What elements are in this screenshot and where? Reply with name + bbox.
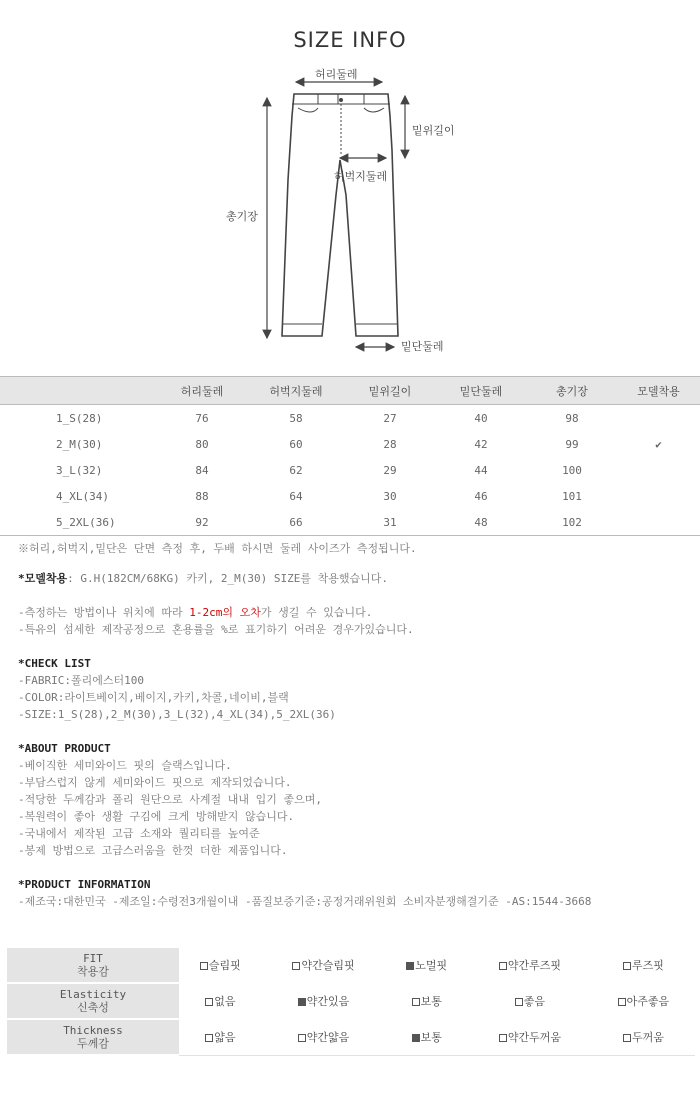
checkmark-icon: ✔ [655, 437, 662, 451]
rise-cell: 31 [345, 509, 435, 536]
thickness-option: 얇음 [179, 1019, 262, 1055]
checkbox-icon [499, 962, 507, 970]
table-row [0, 509, 700, 536]
fit-table [7, 946, 695, 1056]
model-note [18, 570, 688, 587]
checkbox-icon [499, 1034, 507, 1042]
waist-cell: 80 [195, 437, 209, 451]
checklist-fabric: -FABRIC:폴리에스터100 [18, 674, 144, 687]
length-cell: 100 [562, 463, 582, 477]
hem-cell: 48 [435, 509, 527, 536]
error-note-pre: -측정하는 방법이나 위치에 따라 [18, 606, 190, 619]
measure-note: ※허리,허벅지,밑단은 단면 측정 후, 두배 하시면 둘레 사이즈가 측정됩니다. [18, 542, 417, 555]
hem-cell: 44 [474, 463, 488, 477]
waist-cell: 92 [157, 509, 247, 536]
size-table [0, 376, 700, 536]
header-thigh: 허벅지둘레 [247, 377, 345, 405]
waist-cell: 76 [195, 411, 209, 425]
waist-cell: 84 [195, 463, 209, 477]
thigh-cell: 60 [289, 437, 303, 451]
thickness-label-en: Thickness [63, 1024, 123, 1037]
checkbox-icon [205, 998, 213, 1006]
fit-label-en: FIT [83, 952, 103, 965]
page-title: SIZE INFO [293, 28, 407, 52]
length-cell: 102 [527, 509, 617, 536]
about-line: -복원력이 좋아 생활 구김에 크게 방해받지 않습니다. [18, 810, 295, 823]
rise-cell: 28 [383, 437, 397, 451]
fit-option: 루즈핏 [592, 947, 695, 983]
table-row [0, 483, 700, 509]
error-note-post: 가 생길 수 있습니다. [260, 606, 373, 619]
model-text: : G.H(182CM/68KG) 카키, 2_M(30) SIZE를 착용했습니다. [67, 572, 388, 585]
model-label: *모델착용 [18, 572, 68, 585]
model-cell [617, 405, 700, 432]
elasticity-option: 없음 [179, 983, 262, 1019]
size-cell: 2_M(30) [56, 437, 103, 451]
header-hem: 밑단둘레 [435, 377, 527, 405]
header-rise: 밑위길이 [345, 377, 435, 405]
product-notes [18, 540, 688, 910]
fit-row [7, 1019, 695, 1055]
elasticity-option: 좋음 [468, 983, 592, 1019]
header-waist: 허리둘레 [157, 377, 247, 405]
thickness-option: 약간얇음 [262, 1019, 386, 1055]
thickness-label-ko: 두께감 [77, 1037, 109, 1050]
hem-cell: 40 [474, 411, 488, 425]
header-length: 총기장 [527, 377, 617, 405]
total-length-label: 총기장 [226, 210, 258, 223]
fit-row-label [7, 947, 179, 983]
size-cell: 4_XL(34) [56, 489, 109, 503]
fit-option: 약간루즈핏 [468, 947, 592, 983]
size-cell: 5_2XL(36) [0, 509, 157, 536]
elasticity-option: 약간있음 [262, 983, 386, 1019]
about-line: -부담스럽지 않게 세미와이드 핏으로 제작되었습니다. [18, 776, 292, 789]
checkbox-icon [292, 962, 300, 970]
table-row [0, 457, 700, 483]
about-line: -봉제 방법으로 고급스러움을 한껏 더한 제품입니다. [18, 844, 288, 857]
thickness-option: 두꺼움 [592, 1019, 695, 1055]
product-info-text: -제조국:대한민국 -제조일:수령전3개월이내 -품질보증기준:공정거래위원회 소비자분쟁해결기준 -AS:1544-3668 [18, 895, 592, 908]
pants-diagram [0, 60, 700, 370]
hem-cell: 46 [474, 489, 488, 503]
thickness-row-label [7, 1019, 179, 1055]
waist-label: 허리둘레 [315, 68, 358, 81]
size-cell: 1_S(28) [56, 411, 103, 425]
checklist-size: -SIZE:1_S(28),2_M(30),3_L(32),4_XL(34),5_2XL(36) [18, 708, 336, 721]
hem-label: 밑단둘레 [401, 340, 444, 353]
checkbox-icon [623, 1034, 631, 1042]
checklist-color: -COLOR:라이트베이지,베이지,카키,차콜,네이비,블랙 [18, 691, 289, 704]
about-line: -베이직한 세미와이드 핏의 슬랙스입니다. [18, 759, 232, 772]
fabric-note: -특유의 섬세한 제작공정으로 혼용률을 %로 표기하기 어려운 경우가있습니다. [18, 623, 414, 636]
checkbox-icon [412, 998, 420, 1006]
thickness-option: 보통 [385, 1019, 468, 1055]
elasticity-option: 보통 [385, 983, 468, 1019]
hem-cell: 42 [474, 437, 488, 451]
checkbox-icon [623, 962, 631, 970]
elasticity-row-label [7, 983, 179, 1019]
fit-label-ko: 착용감 [77, 965, 109, 978]
length-cell: 99 [565, 437, 579, 451]
length-cell: 101 [562, 489, 582, 503]
checkbox-icon [618, 998, 626, 1006]
size-cell: 3_L(32) [56, 463, 103, 477]
fit-row [7, 983, 695, 1019]
table-row [0, 405, 700, 432]
fit-option: 슬림핏 [179, 947, 262, 983]
length-cell: 98 [565, 411, 579, 425]
rise-cell: 27 [383, 411, 397, 425]
checkbox-icon [298, 1034, 306, 1042]
checkbox-icon [515, 998, 523, 1006]
elasticity-label-en: Elasticity [59, 988, 127, 1001]
error-note-highlight: 1-2cm의 오차 [189, 606, 261, 619]
thickness-option: 약간두꺼움 [468, 1019, 592, 1055]
header-model: 모델착용 [617, 377, 700, 405]
checkbox-checked-icon [412, 1034, 420, 1042]
about-line: -적당한 두께감과 폴리 원단으로 사계절 내내 입기 좋으며, [18, 793, 322, 806]
pants-illustration [0, 60, 700, 370]
checkbox-checked-icon [298, 998, 306, 1006]
elasticity-option: 아주좋음 [592, 983, 695, 1019]
error-note [18, 604, 688, 621]
header-size [0, 377, 157, 405]
fit-option: 노멀핏 [385, 947, 468, 983]
waist-cell: 88 [195, 489, 209, 503]
checklist-heading: *CHECK LIST [18, 657, 91, 670]
model-cell [617, 509, 700, 536]
model-cell [617, 483, 700, 509]
rise-label: 밑위길이 [412, 124, 455, 137]
about-heading: *ABOUT PRODUCT [18, 742, 111, 755]
about-line: -국내에서 제작된 고급 소재와 퀄리티를 높여준 [18, 827, 260, 840]
checkbox-icon [205, 1034, 213, 1042]
checkbox-icon [200, 962, 208, 970]
model-cell [617, 457, 700, 483]
fit-row [7, 947, 695, 983]
thigh-cell: 58 [289, 411, 303, 425]
thigh-label: 허벅지둘레 [334, 170, 388, 183]
rise-cell: 30 [383, 489, 397, 503]
product-info-heading: *PRODUCT INFORMATION [18, 878, 151, 891]
fit-option: 약간슬림핏 [262, 947, 386, 983]
thigh-cell: 64 [289, 489, 303, 503]
size-table-header [0, 377, 700, 405]
rise-cell: 29 [383, 463, 397, 477]
thigh-cell: 62 [289, 463, 303, 477]
table-row [0, 431, 700, 457]
thigh-cell: 66 [247, 509, 345, 536]
elasticity-label-ko: 신축성 [77, 1001, 109, 1014]
checkbox-checked-icon [406, 962, 414, 970]
